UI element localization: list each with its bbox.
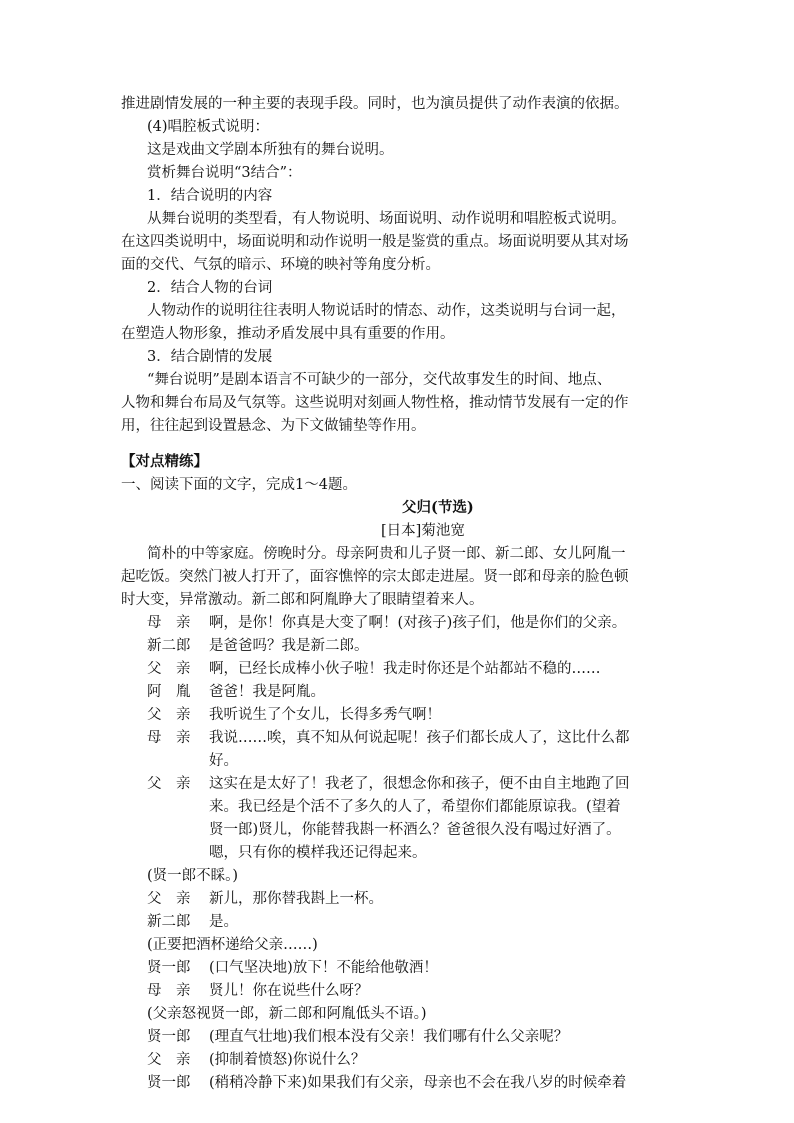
stage-direction: (正要把酒杯递给父亲……) (147, 937, 318, 953)
speaker-name: 母 亲 (147, 983, 191, 999)
dialogue-row (147, 705, 441, 725)
dialogue-row (147, 981, 369, 1001)
intro-line-1: 推进剧情发展的一种主要的表现手段。同时，也为演员提供了动作表演的依据。 (121, 96, 629, 112)
dialogue-row (147, 728, 630, 748)
speaker-name: 父 亲 (147, 661, 191, 677)
dialogue-text: 新儿，那你替我斟上一杯。 (209, 891, 383, 907)
dialogue-row (147, 958, 438, 978)
dialogue-text: 啊，是你！你真是大变了啊！(对孩子)孩子们，他是你们的父亲。 (209, 615, 627, 631)
dialogue-text: (稍稍冷静下来)如果我们有父亲，母亲也不会在我八岁的时候牵着 (209, 1075, 627, 1091)
speaker-name: 母 亲 (147, 730, 191, 746)
stage-direction: (贤一郎不睬。) (147, 868, 239, 884)
speaker-name: 阿 胤 (147, 684, 191, 700)
speaker-name: 父 亲 (147, 707, 191, 723)
play-title: 父归(节选) (402, 499, 474, 516)
dialogue-text: (抑制着愤怒)你说什么？ (209, 1052, 366, 1068)
paragraph-3-line-3: 用，往往起到设置悬念、为下文做铺垫等作用。 (121, 418, 426, 434)
dialogue-row (147, 613, 626, 633)
section-heading-2: 2．结合人物的台词 (147, 280, 273, 296)
stage-direction: (父亲怒视贤一郎，新二郎和阿胤低头不语。) (147, 1006, 427, 1022)
dialogue-row (147, 889, 383, 909)
speaker-name: 父 亲 (147, 1052, 191, 1068)
dialogue-text: 爸爸！我是阿胤。 (209, 684, 325, 700)
dialogue-row (147, 751, 238, 771)
dialogue-text: 嗯，只有你的模样我还记得起来。 (209, 845, 427, 861)
speaker-name: 母 亲 (147, 615, 191, 631)
dialogue-text: 我说……唉，真不知从何说起呢！孩子们都长成人了，这比什么都 (209, 730, 630, 746)
dialogue-row (147, 636, 369, 656)
scene-line-3: 时大变，异常激动。新二郎和阿胤睁大了眼睛望着来人。 (121, 592, 484, 608)
intro-line-2: (4)唱腔板式说明： (147, 119, 270, 135)
dialogue-row (147, 797, 621, 817)
dialogue-row (147, 1050, 365, 1070)
speaker-name: 父 亲 (147, 776, 191, 792)
dialogue-row (147, 682, 325, 702)
dialogue-text: 这实在是太好了！我老了，很想念你和孩子，便不由自主地跑了回 (209, 776, 630, 792)
dialogue-text: 是爸爸吗？我是新二郎。 (209, 638, 369, 654)
paragraph-2-line-2: 在塑造人物形象，推动矛盾发展中具有重要的作用。 (121, 326, 455, 342)
dialogue-text: (理直气壮地)我们根本没有父亲！我们哪有什么父亲呢？ (209, 1029, 569, 1045)
intro-line-3: 这是戏曲文学剧本所独有的舞台说明。 (147, 142, 394, 158)
paragraph-3-line-2: 人物和舞台布局及气氛等。这些说明对刻画人物性格，推动情节发展有一定的作 (121, 395, 629, 411)
dialogue-row (147, 912, 238, 932)
play-author: [日本]菊池宽 (381, 523, 465, 539)
dialogue-text: 我听说生了个女儿，长得多秀气啊！ (209, 707, 441, 723)
dialogue-text: (口气坚决地)放下！不能给他敬酒！ (209, 960, 438, 976)
intro-line-4: 赏析舞台说明“3结合”： (147, 165, 302, 181)
section-heading-3: 3．结合剧情的发展 (147, 349, 273, 365)
speaker-name: 贤一郎 (147, 960, 191, 976)
dialogue-row (147, 843, 427, 863)
dialogue-row (147, 1073, 626, 1093)
paragraph-3-line-1: “舞台说明”是剧本语言不可缺少的一部分，交代故事发生的时间、地点、 (147, 372, 612, 388)
paragraph-2-line-1: 人物动作的说明往往表明人物说话时的情态、动作，这类说明与台词一起， (147, 303, 626, 319)
speaker-name: 贤一郎 (147, 1029, 191, 1045)
section-heading-1: 1．结合说明的内容 (147, 188, 273, 204)
paragraph-1-line-3: 面的交代、气氛的暗示、环境的映衬等角度分析。 (121, 257, 440, 273)
speaker-name: 贤一郎 (147, 1075, 191, 1091)
practice-heading: 【对点精练】 (121, 453, 208, 470)
scene-line-1: 简朴的中等家庭。傍晚时分。母亲阿贵和儿子贤一郎、新二郎、女儿阿胤一 (147, 546, 626, 562)
scene-line-2: 起吃饭。突然门被人打开了，面容憔悴的宗太郎走进屋。贤一郎和母亲的脸色顿 (121, 569, 629, 585)
dialogue-row (147, 820, 621, 840)
dialogue-row (147, 659, 601, 679)
dialogue-row (147, 774, 630, 794)
paragraph-1-line-2: 在这四类说明中，场面说明和动作说明一般是鉴赏的重点。场面说明要从其对场 (121, 234, 629, 250)
dialogue-text: 贤儿！你在说些什么呀？ (209, 983, 369, 999)
paragraph-1-line-1: 从舞台说明的类型看，有人物说明、场面说明、动作说明和唱腔板式说明。 (147, 211, 626, 227)
dialogue-text: 是。 (209, 914, 238, 930)
speaker-name: 新二郎 (147, 638, 191, 654)
speaker-name: 新二郎 (147, 914, 191, 930)
dialogue-text: 好。 (209, 753, 238, 769)
dialogue-text: 贤一郎)贤儿，你能替我斟一杯酒么？爸爸很久没有喝过好酒了。 (209, 822, 621, 838)
dialogue-text: 啊，已经长成棒小伙子啦！我走时你还是个站都站不稳的…… (209, 661, 601, 677)
practice-task: 一、阅读下面的文字，完成1～4题。 (121, 477, 357, 493)
dialogue-row (147, 1027, 568, 1047)
dialogue-text: 来。我已经是个活不了多久的人了，希望你们都能原谅我。(望着 (209, 799, 621, 815)
speaker-name: 父 亲 (147, 891, 191, 907)
